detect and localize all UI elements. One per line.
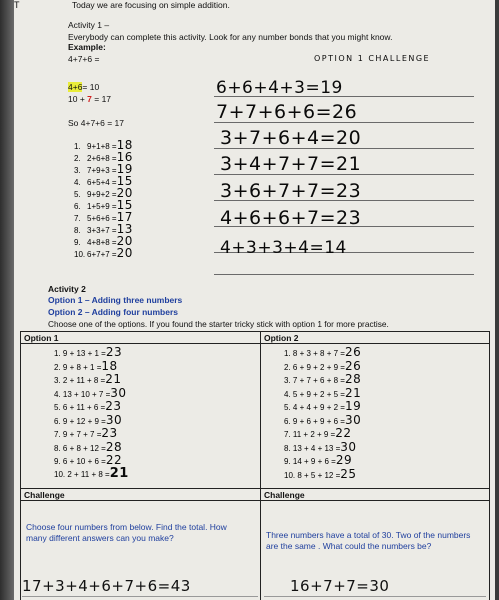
table-row: 10. 2 + 11 + 8 =21 (54, 465, 129, 481)
activity2-option2: Option 2 – Adding four numbers (48, 307, 179, 317)
table-row: 2. 9 + 8 + 1 =18 (54, 358, 118, 373)
table-row: 7. 11 + 2 + 9 =22 (284, 426, 352, 440)
challenge-answer-line: 4+3+3+4=14 (220, 238, 347, 258)
list-item: 5. 9+9+2 =20 (74, 186, 133, 200)
example-step-1: 4+6= 10 (68, 82, 100, 92)
list-item: 8. 3+3+7 =13 (74, 222, 133, 236)
list-item: 2. 2+6+8 =16 (74, 150, 133, 164)
challenge-answer-line: 3+6+7+7=23 (220, 180, 362, 202)
number-bond-highlight: 4+6 (68, 82, 83, 92)
answer-line-2 (264, 596, 486, 597)
table-row: 3. 2 + 11 + 8 =21 (54, 372, 122, 386)
table-row: 7. 9 + 7 + 7 =23 (54, 426, 118, 440)
challenge-1-text: Choose four numbers from below. Find the total. How many different answers can you make? (26, 522, 227, 543)
list-item: 6. 1+5+9 =15 (74, 198, 133, 212)
table-row: 5. 4 + 4 + 9 + 2 =19 (284, 399, 362, 413)
table-border-top (20, 331, 490, 332)
table-row: 3. 7 + 7 + 6 + 8 =28 (284, 372, 362, 386)
table-border-right (489, 331, 490, 600)
table-row: 8. 13 + 4 + 13 =30 (284, 439, 357, 454)
table-row: 4. 13 + 10 + 7 =30 (54, 385, 127, 400)
table-border-left (20, 331, 21, 600)
list-item: 4. 6+5+4 =15 (74, 174, 133, 188)
option-note: OPTION 1 CHALLENGE (314, 54, 431, 63)
answer-line-1 (22, 596, 258, 597)
activity2-title: Activity 2 (48, 284, 86, 294)
list-item: 1. 9+1+8 =18 (74, 138, 133, 152)
list-item: 9. 4+8+8 =20 (74, 234, 133, 248)
challenge-answer-line: 3+4+7+7=21 (220, 153, 362, 175)
table-row: 2. 6 + 9 + 2 + 9 =26 (284, 358, 362, 373)
challenge-2-answer: 16+7+7=30 (290, 577, 390, 595)
challenge-answer-line: 7+7+6+6=26 (216, 101, 358, 123)
example-step-2: 10 + 7 = 17 (68, 94, 112, 104)
activity1-intro: Everybody can complete this activity. Look for any number bonds that you might know. (68, 32, 393, 42)
option2-questions (284, 347, 484, 482)
option2-header: Option 2 (264, 333, 299, 343)
activity1-title: Activity 1 – (68, 20, 110, 30)
list-item: 7. 5+6+6 =17 (74, 210, 133, 224)
option1-questions (54, 347, 254, 482)
writing-line (214, 274, 474, 275)
challenge-label-1: Challenge (24, 490, 65, 500)
table-header-rule (20, 343, 490, 344)
option1-header: Option 1 (24, 333, 59, 343)
table-row: 6. 9 + 12 + 9 =30 (54, 412, 123, 427)
corner-mark: T (14, 0, 20, 10)
list-item: 10. 6+7+7 =20 (74, 246, 133, 260)
challenge-1-answer: 17+3+4+6+7+6=43 (22, 577, 191, 595)
table-row: 6. 9 + 6 + 9 + 6 =30 (284, 412, 362, 427)
table-row: 8. 6 + 8 + 12 =28 (54, 439, 123, 454)
table-rule (20, 488, 490, 489)
worksheet (14, 0, 495, 600)
challenge-answer-line: 3+7+6+4=20 (220, 127, 362, 149)
table-row: 5. 6 + 11 + 6 =23 (54, 399, 122, 413)
table-row: 10. 8 + 5 + 12 =25 (284, 466, 357, 481)
activity2-option1: Option 1 – Adding three numbers (48, 295, 183, 305)
table-row: 9. 14 + 9 + 6 =29 (284, 453, 353, 467)
table-row: 4. 5 + 9 + 2 + 5 =21 (284, 385, 362, 400)
table-row: 1. 9 + 13 + 1 =23 (54, 345, 123, 359)
activity1-questions (74, 140, 184, 260)
page-header: Today we are focusing on simple addition. (72, 0, 230, 10)
table-row: 9. 6 + 10 + 6 =22 (54, 453, 123, 467)
page-edge-shadow (0, 0, 14, 600)
table-column-divider (260, 331, 261, 600)
example-sum: 4+7+6 = (68, 54, 100, 64)
example-label: Example: (68, 42, 106, 52)
challenge-answer-line: 6+6+4+3=19 (216, 78, 343, 98)
challenge-answer-line: 4+6+6+7=23 (220, 207, 362, 229)
challenge-label-2: Challenge (264, 490, 305, 500)
example-result: So 4+7+6 = 17 (68, 118, 125, 128)
table-rule (20, 500, 490, 501)
list-item: 3. 7+9+3 =19 (74, 162, 133, 176)
activity2-instructions: Choose one of the options. If you found the starter tricky stick with option 1 for more practise. (48, 319, 389, 329)
table-row: 1. 8 + 3 + 8 + 7 =26 (284, 345, 362, 359)
challenge-2-text: Three numbers have a total of 30. Two of the numbers are the same . What could the numbers be? (266, 530, 471, 551)
